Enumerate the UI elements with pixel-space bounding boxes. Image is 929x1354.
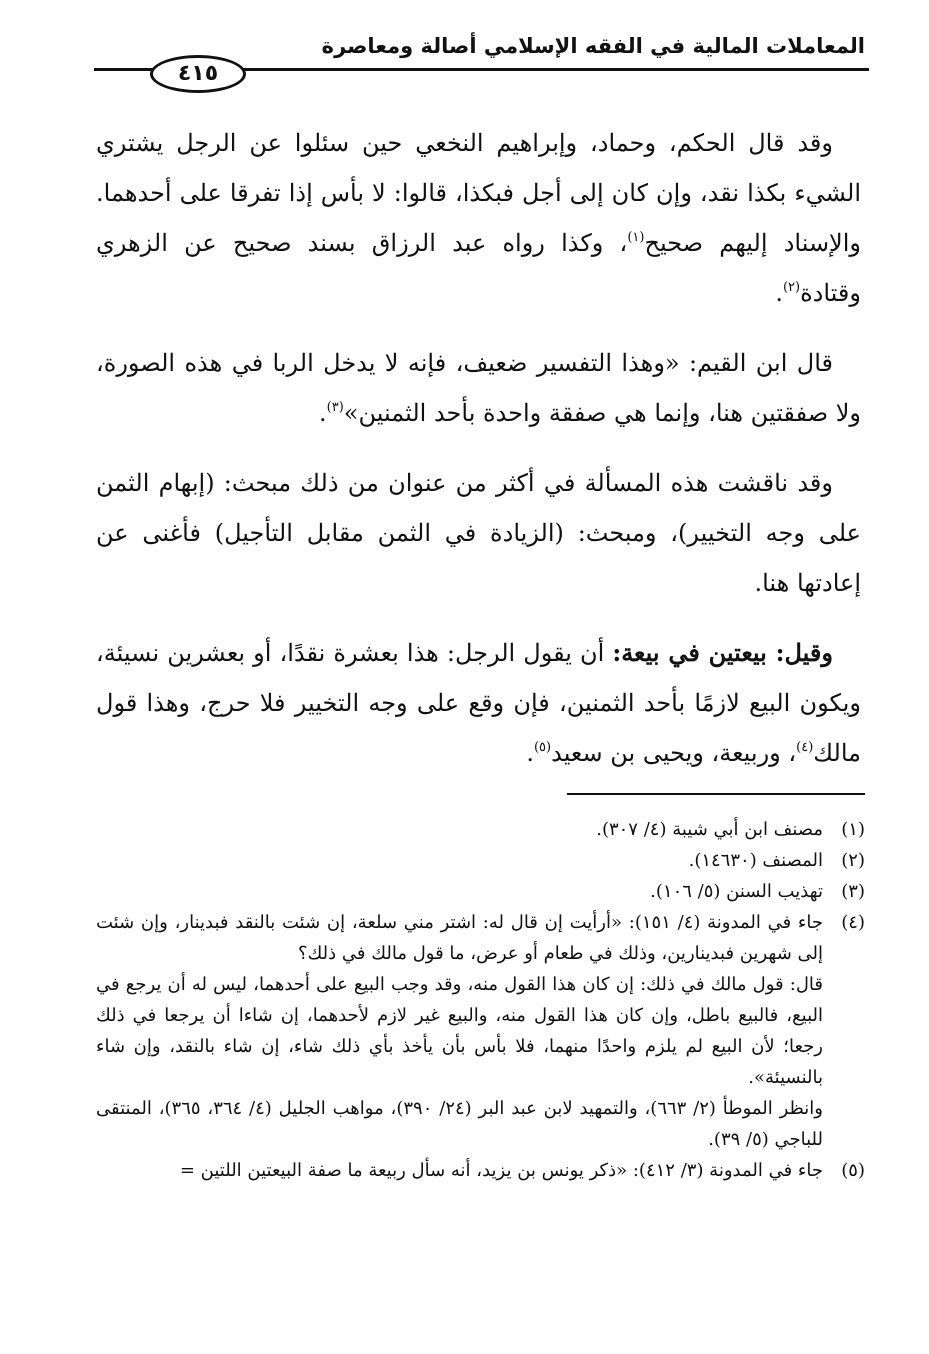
paragraph-2: قال ابن القيم: «وهذا التفسير ضعيف، فإنه لا يدخل الربا في هذه الصورة، ولا صفقتين هنا، وإنما هي صفقة واحدة بأحد الثمنين»$^{(٣)}$. — [96, 349, 861, 427]
footnote-separator — [567, 793, 865, 795]
footnote-number: (٤) — [841, 912, 865, 933]
footnote-text: مصنف ابن أبي شيبة (٤/ ٣٠٧). — [596, 819, 823, 840]
footnote-text: وانظر الموطأ (٢/ ٦٦٣)، والتمهيد لابن عبد البر (٢٤/ ٣٩٠)، مواهب الجليل (٤/ ٣٦٤، ٣٦٥)، المنتقى للباجي (٥/ ٣٩). — [96, 1098, 823, 1150]
paragraph-4: وقيل: بيعتين في بيعة: أن يقول الرجل: هذا بعشرة نقدًا، أو بعشرين نسيئة، ويكون البيع لازمًا بأحد الثمنين، فإن وقع على وجه التخيير فلا حرج، وهذا قول مالك$^{(٤)}$، وربيعة، ويحيى بن سعيد$^{(٥)}$. — [96, 638, 861, 767]
paragraph-lead-term: وقيل: بيعتين في بيعة: — [612, 638, 833, 667]
footnote-4 — [96, 907, 865, 1155]
footnote-ref-4[interactable]: (٤) — [796, 740, 814, 755]
footnote-text: تهذيب السنن (٥/ ١٠٦). — [650, 881, 823, 902]
footnote-2 — [96, 845, 865, 876]
footnote-5 — [96, 1155, 865, 1186]
main-text — [96, 118, 861, 798]
footnote-3 — [96, 876, 865, 907]
paragraph-1: وقد قال الحكم، وحماد، وإبراهيم النخعي حين سئلوا عن الرجل يشتري الشيء بكذا نقد، وإن كان إلى أجل فبكذا، قالوا: لا بأس إذا تفرقا على أحدهما. والإسناد إليهم صحيح$^{(١)}$، وكذا رواه عبد الرزاق بسند صحيح عن الزهري وقتادة$^{(٢)}$. — [96, 129, 862, 307]
footnote-ref-2[interactable]: (٢) — [782, 280, 801, 295]
footnote-ref-3[interactable]: (٣) — [326, 400, 344, 415]
footnote-text: جاء في المدونة (٣/ ٤١٢): «ذكر يونس بن يزيد، أنه سأل ربيعة ما صفة البيعتين اللتين = — [179, 1160, 823, 1181]
footnotes — [96, 814, 865, 1186]
running-header: المعاملات المالية في الفقه الإسلامي أصالة ومعاصرة — [321, 34, 865, 58]
footnote-text: المصنف (١٤٦٣٠). — [688, 850, 823, 871]
footnote-number: (٣) — [841, 881, 865, 902]
footnote-1 — [96, 814, 865, 845]
paragraph-3: وقد ناقشت هذه المسألة في أكثر من عنوان من ذلك مبحث: (إبهام الثمن على وجه التخيير)، ومبحث: (الزيادة في الثمن مقابل التأجيل) فأغنى عن إعادتها هنا. — [96, 469, 861, 597]
footnote-ref-5[interactable]: (٥) — [533, 740, 552, 755]
footnote-ref-1[interactable]: (١) — [627, 230, 645, 245]
page-number: ٤١٥ — [150, 55, 246, 93]
footnote-number: (١) — [841, 819, 865, 840]
footnote-text: جاء في المدونة (٤/ ١٥١): «أرأيت إن قال له: اشتر مني سلعة، إن شئت بالنقد فبدينار، وإن شئت إلى شهرين فبدينارين، وذلك في طعام أو عرض، ما قول مالك في ذلك؟ — [96, 912, 823, 964]
footnote-text: قال: قول مالك في ذلك: إن كان هذا القول منه، وقد وجب البيع على أحدهما، ليس له أن يرجع في البيع، فالبيع باطل، وإن كان هذا القول منه، والبيع غير لازم لأحدهما، إن شاءا أن يرجعا في ذلك رجعا؛ لأن البيع لم يلزم واحدًا منهما، فلا بأس بأن يأخذ بأي ذلك شاء، إن شاء بالنقد، وإن شاء بالنسيئة». — [96, 974, 823, 1088]
footnote-number: (٥) — [841, 1160, 865, 1181]
footnote-number: (٢) — [841, 850, 865, 871]
